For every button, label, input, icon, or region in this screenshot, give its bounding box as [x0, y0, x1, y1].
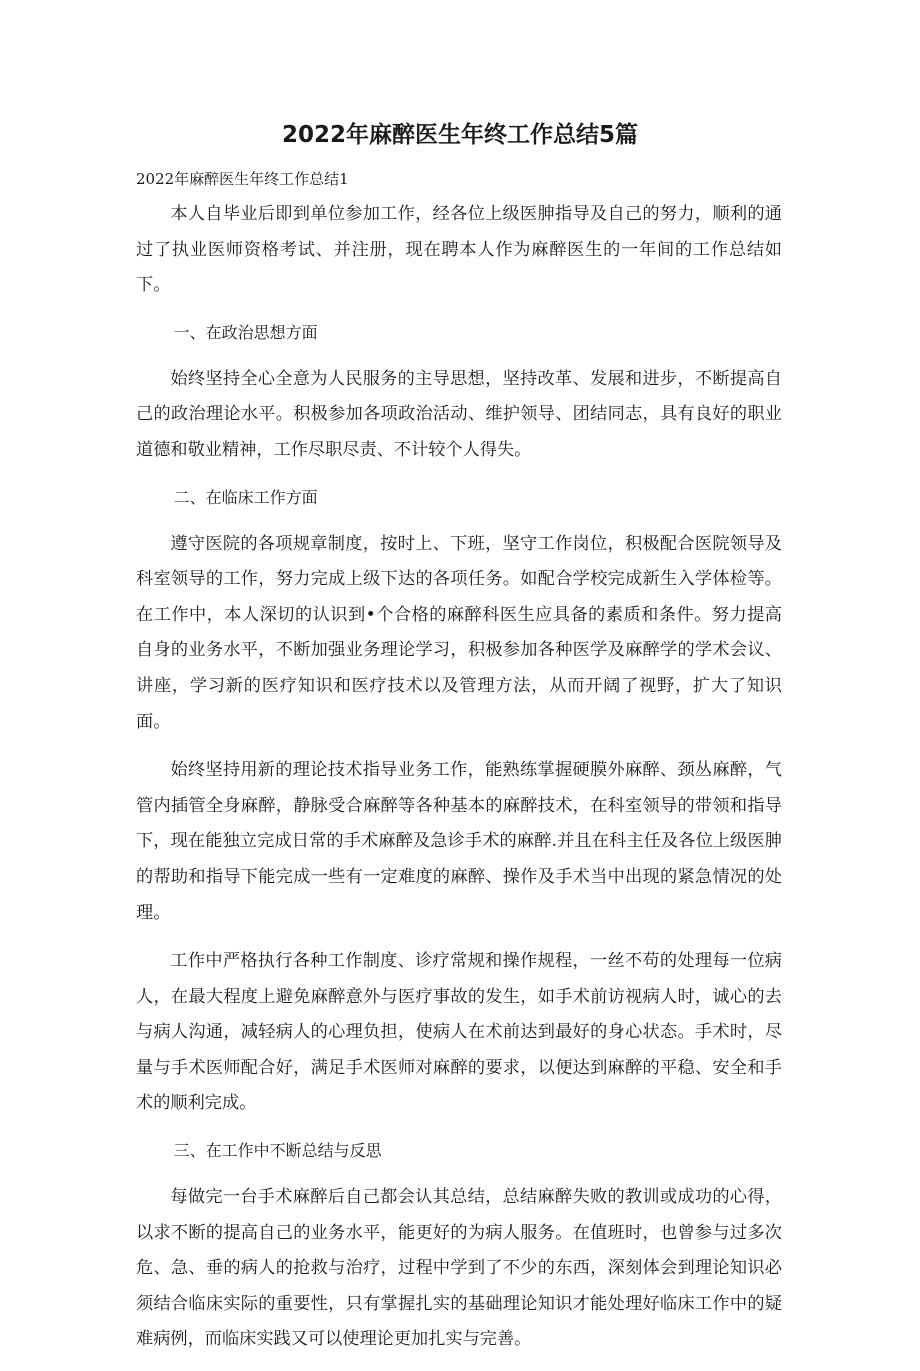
paragraph-clinical-1: 遵守医院的各项规章制度，按时上、下班，坚守工作岗位，积极配合医院领导及科室领导的工作，努力完成上级下达的各项任务。如配合学校完成新生入学体检等。在工作中，本人深切的认识到•个合格的麻醉科医生应具备的素质和条件。努力提高自身的业务水平，不断加强业务理论学习，积极参加各种医学及麻醉学的学术会议、讲座，学习新的医疗知识和医疗技术以及管理方法，从而开阔了视野，扩大了知识面。 — [136, 533, 782, 732]
document-body — [136, 197, 782, 1371]
paragraph-intro: 本人自毕业后即到单位参加工作，经各位上级医胂指导及自己的努力，顺利的通过了执业医师资格考试、并注册，现在聘本人作为麻醉医生的一年间的工作总结如下。 — [136, 204, 782, 296]
section-heading-political: 一、在政治思想方面 — [173, 322, 318, 342]
section-heading-clinical: 二、在临床工作方面 — [173, 487, 318, 507]
document-subtitle: 2022年麻醉医生年终工作总结1 — [136, 170, 349, 188]
paragraph-clinical-2: 始终坚持用新的理论技术指导业务工作，能熟练掌握硬膜外麻醉、颈丛麻醉，气管内插管全身麻醉，静脉受合麻醉等各种基本的麻醉技术，在科室领导的带领和指导下，现在能独立完成日常的手术麻醉及急诊手术的麻醉.并且在科主任及各位上级医胂的帮助和指导下能完成一些有一定难度的麻醉、操作及手术当中出现的紧急情况的处理。 — [136, 760, 782, 923]
paragraph-clinical-3: 工作中严格执行各种工作制度、诊疗常规和操作规程，一丝不苟的处理每一位病人，在最大程度上避免麻醉意外与医疗事故的发生，如手术前访视病人时，诚心的去与病人沟通，减轻病人的心理负担，使病人在术前达到最好的身心状态。手术时，尽量与手术医师配合好，满足手术医师对麻醉的要求，以便达到麻醉的平稳、安全和手术的顺利完成。 — [136, 951, 782, 1114]
paragraph-reflection: 每做完一台手术麻醉后自己都会认其总结，总结麻醉失败的教训或成功的心得，以求不断的提高自己的业务水平，能更好的为病人服务。在值班时，也曾参与过多次危、急、垂的病人的抢救与治疗，过程中学到了不少的东西，深刻体会到理论知识必须结合临床实际的重要性，只有掌握扎实的基础理论知识才能处理好临床工作中的疑难病例，而临床实践又可以使理论更加扎实与完善。 — [136, 1187, 782, 1350]
document-title: 2022年麻醉医生年终工作总结5篇 — [281, 122, 639, 148]
paragraph-political: 始终坚持全心全意为人民服务的主导思想，坚持改革、发展和进步，不断提高自己的政治理论水平。积极参加各项政治活动、维护领导、团结同志，具有良好的职业道德和敬业精神，工作尽职尽责、不计较个人得失。 — [136, 368, 782, 460]
section-heading-reflection: 三、在工作中不断总结与反思 — [173, 1141, 382, 1161]
